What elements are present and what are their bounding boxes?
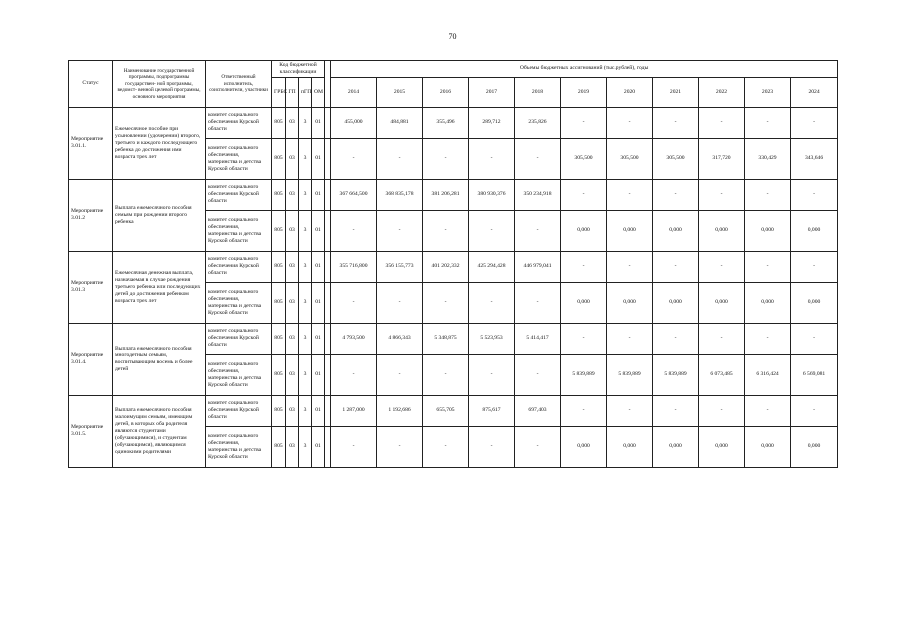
- header-name: Наименование государственной программы, подпрограммы государствен- ной программы, ведомст- венной целевой программы, основного мероприятия: [113, 61, 206, 108]
- row-value-cell: 5 414,417: [515, 323, 561, 354]
- row-code-cell: 805: [272, 179, 286, 210]
- row-code-cell: 3: [299, 210, 312, 251]
- row-code-cell: 805: [272, 282, 286, 323]
- row-responsible: комитет социального обеспечения, материнства и детства Курской области: [206, 138, 272, 179]
- row-measure-name: Выплата ежемесячного пособия многодетным семьям, воспитывающим восемь и более детей: [113, 323, 206, 395]
- row-value-cell: -: [699, 107, 745, 138]
- header-code-grbs: ГРБС: [272, 77, 286, 107]
- row-value-cell: 655,705: [423, 395, 469, 426]
- row-value-cell: 0,000: [791, 426, 838, 467]
- row-value-cell: 235,826: [515, 107, 561, 138]
- row-code-cell: 01: [312, 210, 325, 251]
- row-code-cell: 3: [299, 323, 312, 354]
- row-responsible: комитет социального обеспечения, материнства и детства Курской области: [206, 282, 272, 323]
- row-status: Мероприятие 3.01.1.: [69, 107, 113, 179]
- row-value-cell: -: [515, 210, 561, 251]
- row-value-cell: 0,000: [607, 210, 653, 251]
- row-value-cell: -: [791, 395, 838, 426]
- header-year: 2024: [791, 77, 838, 107]
- page-number: 70: [448, 32, 457, 41]
- row-value-cell: 6 073,485: [699, 354, 745, 395]
- row-code-cell: 03: [286, 251, 299, 282]
- row-code-cell: 01: [312, 426, 325, 467]
- header-status: Статус: [69, 61, 113, 108]
- table-row: [69, 179, 838, 210]
- row-value-cell: -: [607, 107, 653, 138]
- row-value-cell: -: [515, 354, 561, 395]
- row-value-cell: -: [745, 179, 791, 210]
- row-measure-name: Выплата ежемесячного пособия семьям при рождении второго ребенка: [113, 179, 206, 251]
- row-value-cell: 367 664,500: [331, 179, 377, 210]
- table-row: [69, 323, 838, 354]
- row-value-cell: 5 839,889: [561, 354, 607, 395]
- row-value-cell: -: [745, 323, 791, 354]
- row-responsible: комитет социального обеспечения, материнства и детства Курской области: [206, 354, 272, 395]
- row-value-cell: -: [469, 210, 515, 251]
- row-value-cell: -: [745, 251, 791, 282]
- row-value-cell: 380 930,376: [469, 179, 515, 210]
- row-value-cell: 875,617: [469, 395, 515, 426]
- row-value-cell: 0,000: [791, 210, 838, 251]
- row-value-cell: 4 793,500: [331, 323, 377, 354]
- row-value-cell: -: [331, 426, 377, 467]
- header-volumes: Объемы бюджетных ассигнований (тыс.рублей), годы: [331, 61, 838, 78]
- row-code-cell: 805: [272, 210, 286, 251]
- row-value-cell: -: [791, 107, 838, 138]
- row-value-cell: -: [423, 354, 469, 395]
- row-value-cell: 305,500: [653, 138, 699, 179]
- row-responsible: комитет социального обеспечения Курской области: [206, 251, 272, 282]
- row-code-cell: 01: [312, 179, 325, 210]
- row-responsible: комитет социального обеспечения Курской области: [206, 179, 272, 210]
- row-measure-name: Ежемесячная денежная выплата, назначаемая в случае рождения третьего ребенка или последующих детей до достижения ребенком возраста трех лет: [113, 251, 206, 323]
- row-value-cell: 6 569,081: [791, 354, 838, 395]
- table-row: [69, 251, 838, 282]
- row-value-cell: 0,000: [791, 282, 838, 323]
- row-value-cell: -: [469, 354, 515, 395]
- row-status: Мероприятие 3.01.4.: [69, 323, 113, 395]
- row-value-cell: -: [653, 395, 699, 426]
- row-value-cell: 0,000: [607, 282, 653, 323]
- row-value-cell: -: [607, 395, 653, 426]
- row-value-cell: 0,000: [561, 282, 607, 323]
- row-value-cell: -: [423, 426, 469, 467]
- header-year: 2017: [469, 77, 515, 107]
- row-value-cell: -: [377, 282, 423, 323]
- row-code-cell: 01: [312, 107, 325, 138]
- row-value-cell: 1 287,000: [331, 395, 377, 426]
- row-value-cell: -: [331, 282, 377, 323]
- row-value-cell: 4 866,343: [377, 323, 423, 354]
- row-value-cell: 446 979,041: [515, 251, 561, 282]
- row-value-cell: 355 716,800: [331, 251, 377, 282]
- row-value-cell: -: [699, 179, 745, 210]
- row-value-cell: 5 839,889: [607, 354, 653, 395]
- row-value-cell: -: [423, 210, 469, 251]
- row-value-cell: 484,881: [377, 107, 423, 138]
- row-value-cell: 356 155,773: [377, 251, 423, 282]
- row-value-cell: -: [607, 179, 653, 210]
- row-value-cell: 289,712: [469, 107, 515, 138]
- row-value-cell: -: [377, 210, 423, 251]
- row-value-cell: -: [607, 323, 653, 354]
- row-code-cell: 805: [272, 107, 286, 138]
- row-value-cell: -: [377, 354, 423, 395]
- row-value-cell: 305,500: [561, 138, 607, 179]
- row-code-cell: 01: [312, 138, 325, 179]
- header-year: 2018: [515, 77, 561, 107]
- row-value-cell: -: [331, 210, 377, 251]
- row-value-cell: -: [561, 107, 607, 138]
- row-value-cell: -: [653, 251, 699, 282]
- row-value-cell: 0,000: [653, 426, 699, 467]
- row-responsible: комитет социального обеспечения Курской области: [206, 107, 272, 138]
- row-code-cell: 03: [286, 282, 299, 323]
- row-code-cell: 3: [299, 251, 312, 282]
- row-code-cell: 3: [299, 107, 312, 138]
- row-value-cell: -: [377, 138, 423, 179]
- row-code-cell: 3: [299, 395, 312, 426]
- row-responsible: комитет социального обеспечения, материнства и детства Курской области: [206, 210, 272, 251]
- row-code-cell: 805: [272, 426, 286, 467]
- row-value-cell: -: [561, 251, 607, 282]
- row-status: Мероприятие 3.01.5.: [69, 395, 113, 467]
- row-code-cell: 805: [272, 138, 286, 179]
- row-value-cell: 0,000: [699, 282, 745, 323]
- row-value-cell: -: [561, 179, 607, 210]
- row-value-cell: -: [469, 138, 515, 179]
- row-measure-name: Ежемесячное пособие при усыновлении (удочерении) второго, третьего и каждого последующего ребенка до достижения ими возраста трех лет: [113, 107, 206, 179]
- row-value-cell: 0,000: [561, 426, 607, 467]
- header-year: 2023: [745, 77, 791, 107]
- row-value-cell: -: [423, 138, 469, 179]
- row-value-cell: 0,000: [699, 426, 745, 467]
- header-code-gp: ГП: [286, 77, 299, 107]
- row-value-cell: 343,646: [791, 138, 838, 179]
- row-value-cell: -: [423, 282, 469, 323]
- row-value-cell: 305,500: [607, 138, 653, 179]
- row-code-cell: 805: [272, 251, 286, 282]
- row-code-cell: 03: [286, 179, 299, 210]
- row-code-cell: 01: [312, 395, 325, 426]
- row-code-cell: 3: [299, 138, 312, 179]
- row-value-cell: 0,000: [607, 426, 653, 467]
- header-year: 2022: [699, 77, 745, 107]
- table-row: [69, 107, 838, 138]
- row-status: Мероприятие 3.01.2: [69, 179, 113, 251]
- header-code-om: ОМ: [312, 77, 325, 107]
- row-value-cell: 5 523,953: [469, 323, 515, 354]
- row-value-cell: 1 192,686: [377, 395, 423, 426]
- row-code-cell: 03: [286, 138, 299, 179]
- row-code-cell: 3: [299, 282, 312, 323]
- row-value-cell: -: [791, 251, 838, 282]
- row-value-cell: -: [561, 395, 607, 426]
- row-value-cell: -: [699, 323, 745, 354]
- row-value-cell: 425 294,428: [469, 251, 515, 282]
- table-row: [69, 395, 838, 426]
- row-value-cell: 350 234,918: [515, 179, 561, 210]
- header-year: 2014: [331, 77, 377, 107]
- row-value-cell: -: [699, 251, 745, 282]
- row-value-cell: -: [331, 354, 377, 395]
- row-value-cell: 0,000: [699, 210, 745, 251]
- row-value-cell: -: [469, 426, 515, 467]
- row-responsible: комитет социального обеспечения Курской области: [206, 323, 272, 354]
- row-status: Мероприятие 3.01.3: [69, 251, 113, 323]
- header-year: 2016: [423, 77, 469, 107]
- row-code-cell: 03: [286, 210, 299, 251]
- row-value-cell: -: [515, 282, 561, 323]
- row-value-cell: -: [561, 323, 607, 354]
- row-value-cell: -: [745, 395, 791, 426]
- row-code-cell: 805: [272, 395, 286, 426]
- header-year: 2019: [561, 77, 607, 107]
- header-year: 2020: [607, 77, 653, 107]
- header-year: 2021: [653, 77, 699, 107]
- row-value-cell: -: [515, 138, 561, 179]
- row-value-cell: 317,720: [699, 138, 745, 179]
- row-value-cell: -: [469, 282, 515, 323]
- row-responsible: комитет социального обеспечения Курской области: [206, 395, 272, 426]
- row-value-cell: -: [653, 323, 699, 354]
- row-value-cell: -: [791, 323, 838, 354]
- row-value-cell: 381 206,281: [423, 179, 469, 210]
- row-value-cell: 0,000: [653, 210, 699, 251]
- row-value-cell: 5 839,889: [653, 354, 699, 395]
- header-budget-code: Код бюджетной классификации: [272, 61, 325, 78]
- row-code-cell: 03: [286, 354, 299, 395]
- row-value-cell: -: [515, 426, 561, 467]
- row-value-cell: 5 348,875: [423, 323, 469, 354]
- row-code-cell: 01: [312, 251, 325, 282]
- row-value-cell: 0,000: [745, 426, 791, 467]
- row-value-cell: 330,429: [745, 138, 791, 179]
- row-code-cell: 3: [299, 354, 312, 395]
- row-value-cell: 355,496: [423, 107, 469, 138]
- header-code-pgp: пГП: [299, 77, 312, 107]
- row-code-cell: 01: [312, 323, 325, 354]
- row-value-cell: 401 202,332: [423, 251, 469, 282]
- row-value-cell: 0,000: [561, 210, 607, 251]
- row-code-cell: 03: [286, 395, 299, 426]
- row-value-cell: -: [699, 395, 745, 426]
- row-measure-name: Выплата ежемесячного пособия малоимущим семьям, имеющим детей, в которых оба родителя являются студентами (обучающимися), и студентам (обучающимся), являющимся одинокими родителями: [113, 395, 206, 467]
- budget-table: [68, 60, 838, 468]
- row-code-cell: 3: [299, 426, 312, 467]
- row-value-cell: 0,000: [745, 210, 791, 251]
- row-value-cell: 697,403: [515, 395, 561, 426]
- row-value-cell: 0,000: [653, 282, 699, 323]
- row-value-cell: -: [607, 251, 653, 282]
- row-value-cell: -: [745, 107, 791, 138]
- row-value-cell: -: [653, 179, 699, 210]
- row-value-cell: 0,000: [745, 282, 791, 323]
- row-value-cell: 455,000: [331, 107, 377, 138]
- row-code-cell: 3: [299, 179, 312, 210]
- row-responsible: комитет социального обеспечения, материнства и детства Курской области: [206, 426, 272, 467]
- row-value-cell: -: [331, 138, 377, 179]
- row-code-cell: 03: [286, 107, 299, 138]
- row-code-cell: 805: [272, 354, 286, 395]
- row-value-cell: -: [377, 426, 423, 467]
- row-code-cell: 01: [312, 354, 325, 395]
- row-code-cell: 805: [272, 323, 286, 354]
- row-code-cell: 03: [286, 426, 299, 467]
- header-year: 2015: [377, 77, 423, 107]
- row-code-cell: 01: [312, 282, 325, 323]
- row-value-cell: -: [653, 107, 699, 138]
- row-value-cell: 6 316,424: [745, 354, 791, 395]
- row-value-cell: -: [791, 179, 838, 210]
- header-responsible: Ответственный исполнитель, соисполнители, участники: [206, 61, 272, 108]
- row-code-cell: 03: [286, 323, 299, 354]
- row-value-cell: 368 835,178: [377, 179, 423, 210]
